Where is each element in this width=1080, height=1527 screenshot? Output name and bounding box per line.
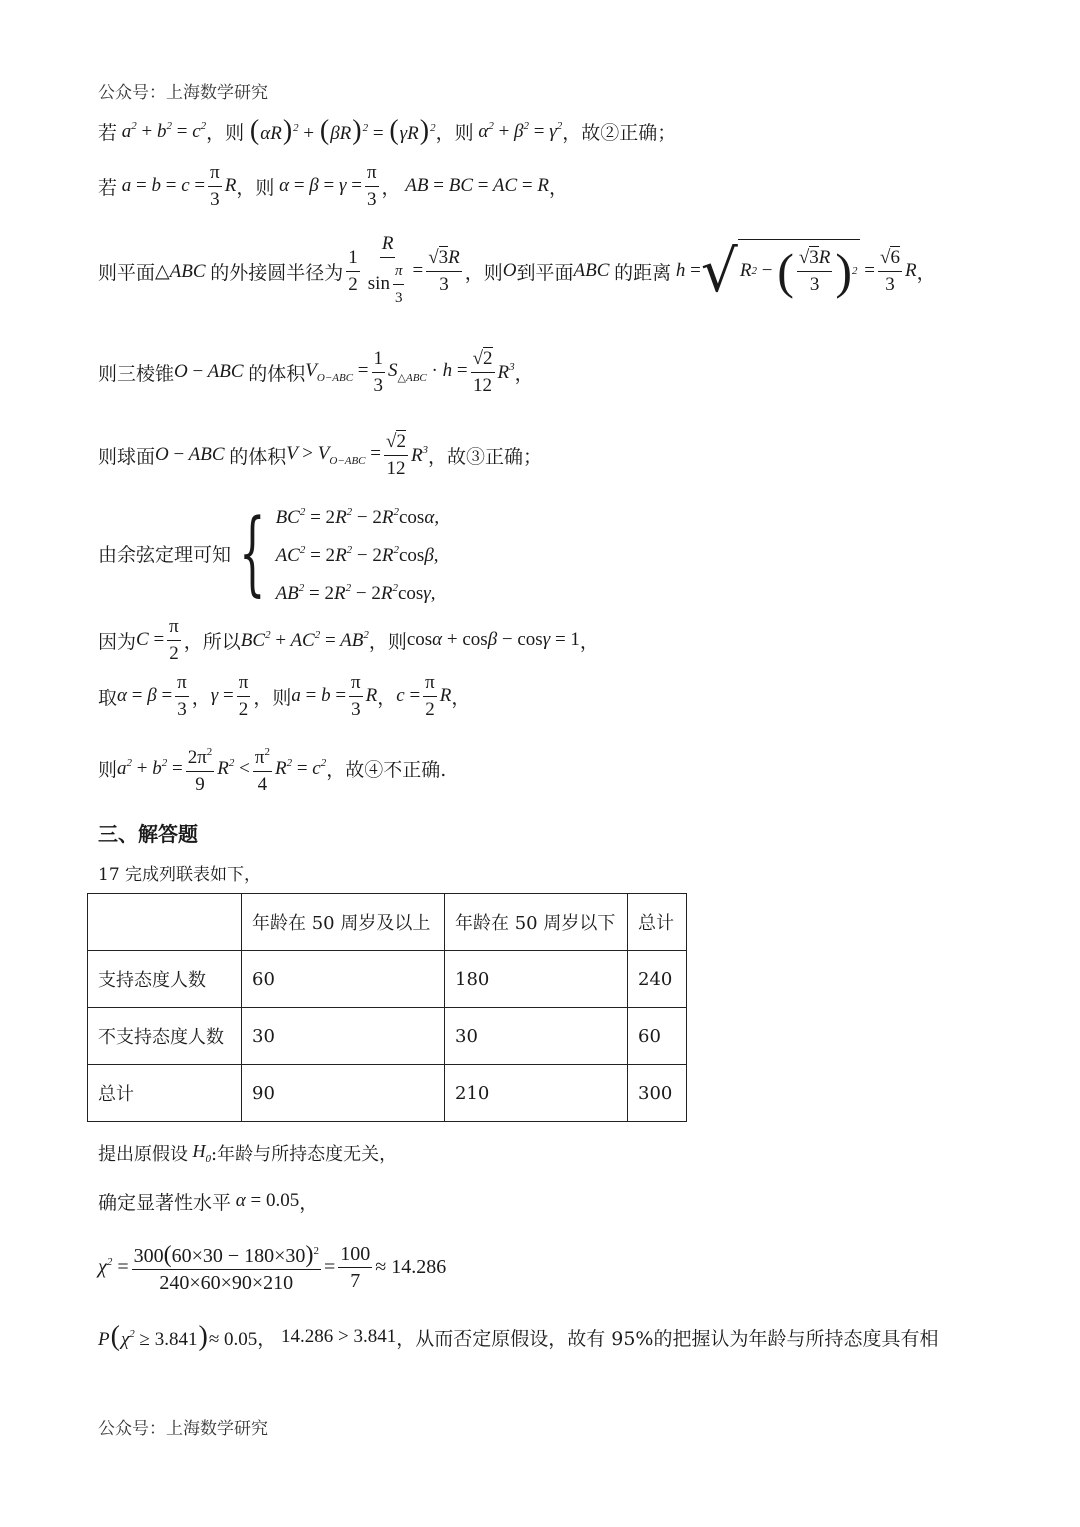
line-9: 则 $a^2 + b^2$ = $\frac{2\pi^2}{9}$ $R^2$ < $\frac{\pi^2}{4}$ $R^2 = c^2$ ，故④不正确. (98, 738, 446, 798)
significance-line: 确定显著性水平 α = 0.05 ， (98, 1190, 319, 1214)
line-4: 则三棱锥 O − ABC 的体积 $V_{O-ABC}$ = $\frac{1}{3}$ $S_{\triangle ABC} \cdot h$ = $\frac{√2}{12}$ $R^3$ ， (98, 347, 534, 396)
line-6-cosine-system: 由余弦定理可知 { $BC^2 = 2R^2 - 2R^2\cos\alpha$, $AC^2 = 2R^2 - 2R^2\cos\beta$, $AB^2 = 2R^2 - 2R^2\cos\gamma$, (98, 499, 440, 606)
line-8: 取 α = β = $\frac{\pi}{3}$ ， γ = $\frac{\pi}{2}$ ，则 a = b = $\frac{\pi}{3}$ R ， c = $\frac{\pi}{2}$ R ， (98, 671, 471, 720)
page-header: 公众号：上海数学研究 (98, 83, 268, 103)
line-7: 因为 C = $\frac{\pi}{2}$ ，所以 $BC^2 + AC^2 = AB^2$ ，则 cosα + cosβ − cosγ = 1 ， (98, 615, 599, 664)
table-cell: 支持态度人数 (88, 951, 242, 1008)
line-5: 则球面 O − ABC 的体积 $V > V_{O-ABC}$ = $\frac{√2}{12}$ $R^3$ ，故③正确； (98, 430, 543, 479)
table-cell: 30 (445, 1008, 628, 1065)
table-cell: 年龄在 50 周岁以下 (445, 894, 628, 951)
line-3: 则平面 △ABC 的外接圆半径为 $\frac{1}{2}$ R sin $\frac{\pi}{3}$ = $\frac{√3R}{3}$ ，则 O 到平面 ABC 的距离 h = √ R 2 − ( $\frac{√3R}{3}$ ) 2 = $\frac{√6}{3}$ R ， (98, 233, 936, 306)
page-footer: 公众号：上海数学研究 (98, 1419, 268, 1439)
table-row (88, 1065, 687, 1122)
table-cell: 240 (628, 951, 687, 1008)
hypothesis-line: 提出原假设 $H_0$ :年龄与所持态度无关， (98, 1141, 398, 1165)
table-row (88, 951, 687, 1008)
table-cell: 年龄在 50 周岁及以上 (242, 894, 445, 951)
table-cell: 180 (445, 951, 628, 1008)
table-cell: 300 (628, 1065, 687, 1122)
table-header-row (88, 894, 687, 951)
question-17-intro: 17 完成列联表如下， (98, 865, 262, 885)
section-heading: 三、解答题 (98, 822, 198, 846)
chi-square-formula: $\chi^2$ = $\frac{300(60\times 30 - 180\times 30)^2}{240\times 60\times 90\times 210}$ = $\frac{100}{7}$ ≈ 14.286 (98, 1234, 446, 1300)
table-row (88, 1008, 687, 1065)
line-2: 若 a = b = c = $\frac{\pi}{3}$ R ，则 α = β = γ = $\frac{\pi}{3}$ ， AB = BC = AC = R ， (98, 161, 569, 210)
table-cell: 90 (242, 1065, 445, 1122)
table-cell: 210 (445, 1065, 628, 1122)
table-cell: 不支持态度人数 (88, 1008, 242, 1065)
table-cell: 60 (242, 951, 445, 1008)
table-cell: 30 (242, 1008, 445, 1065)
conclusion-line: $P(\chi^2 \ge 3.841)$ ≈ 0.05， 14.286 > 3.841 ，从而否定原假设，故有 95%的把握认为年龄与所持态度具有相 (98, 1321, 939, 1352)
line-1: 若 $a^2 + b^2 = c^2$ ，则 $(\alpha R)^2 + (\beta R)^2 = (\gamma R)^2$ ，则 $\alpha^2 + \beta^2 = \gamma^2$ ，故②正确； (98, 115, 677, 146)
table-cell: 总计 (88, 1065, 242, 1122)
table-cell: 总计 (628, 894, 687, 951)
table-cell (88, 894, 242, 951)
contingency-table (87, 893, 687, 1122)
table-cell: 60 (628, 1008, 687, 1065)
